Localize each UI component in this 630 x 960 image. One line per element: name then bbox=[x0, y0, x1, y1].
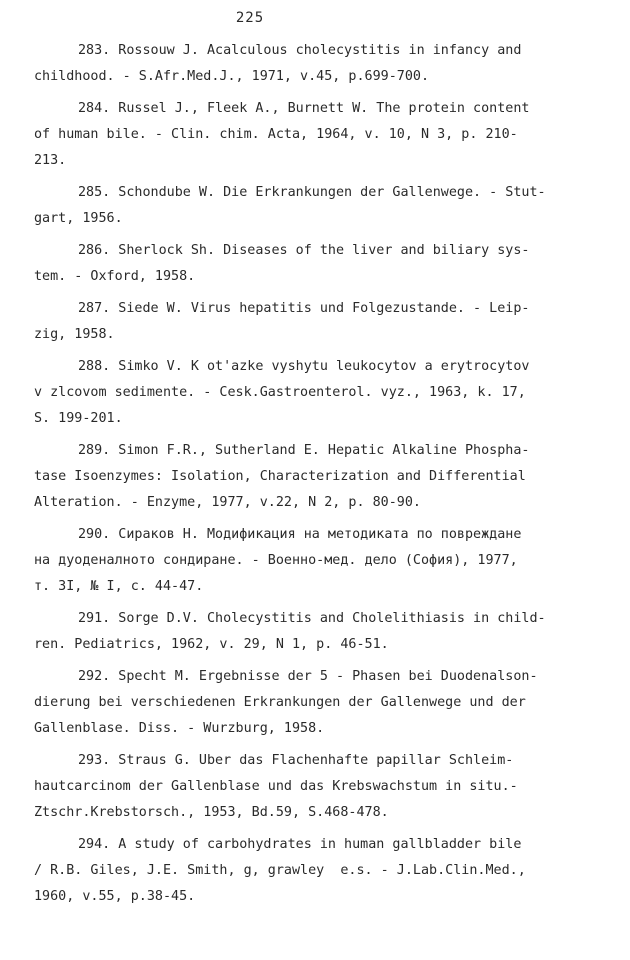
reference-first-line: 291. Sorge D.V. Cholecystitis and Cholelithiasis in child- bbox=[78, 611, 546, 626]
reference-continuation-line: of human bile. - Clin. chim. Acta, 1964, v. 10, N 3, p. 210- bbox=[34, 127, 518, 142]
reference-first-line: 288. Simko V. K ot'azke vyshytu leukocytov a erytrocytov bbox=[78, 359, 530, 374]
reference-first-line: 289. Simon F.R., Sutherland E. Hepatic Alkaline Phospha- bbox=[78, 443, 530, 458]
reference-entry bbox=[34, 238, 600, 290]
reference-first-line: 284. Russel J., Fleek A., Burnett W. The protein content bbox=[78, 101, 530, 116]
reference-first-line: 286. Sherlock Sh. Diseases of the liver and biliary sys- bbox=[78, 243, 530, 258]
reference-continuation-line: S. 199-201. bbox=[34, 411, 123, 426]
reference-continuation-line: Alteration. - Enzyme, 1977, v.22, N 2, p. 80-90. bbox=[34, 495, 421, 510]
reference-continuation-line: dierung bei verschiedenen Erkrankungen der Gallenwege und der bbox=[34, 695, 526, 710]
reference-first-line: 287. Siede W. Virus hepatitis und Folgezustande. - Leip- bbox=[78, 301, 530, 316]
reference-continuation-line: childhood. - S.Afr.Med.J., 1971, v.45, p.699-700. bbox=[34, 69, 430, 84]
reference-continuation-line: hautcarcinom der Gallenblase und das Krebswachstum in situ.- bbox=[34, 779, 518, 794]
reference-continuation-line: tem. - Oxford, 1958. bbox=[34, 269, 196, 284]
reference-list bbox=[34, 38, 600, 916]
reference-first-line: 293. Straus G. Uber das Flachenhafte papillar Schleim- bbox=[78, 753, 514, 768]
reference-continuation-line: ren. Pediatrics, 1962, v. 29, N 1, p. 46-51. bbox=[34, 637, 389, 652]
reference-entry bbox=[34, 522, 600, 600]
reference-continuation-line: Ztschr.Krebstorsch., 1953, Bd.59, S.468-478. bbox=[34, 805, 389, 820]
reference-continuation-line: 1960, v.55, p.38-45. bbox=[34, 889, 196, 904]
reference-entry bbox=[34, 354, 600, 432]
reference-continuation-line: / R.B. Giles, J.E. Smith, g, grawley e.s. - J.Lab.Clin.Med., bbox=[34, 863, 526, 878]
reference-continuation-line: т. 3I, № I, с. 44-47. bbox=[34, 579, 204, 594]
reference-continuation-line: 213. bbox=[34, 153, 67, 168]
reference-first-line: 283. Rossouw J. Acalculous cholecystitis in infancy and bbox=[78, 43, 522, 58]
reference-entry bbox=[34, 438, 600, 516]
reference-first-line: 292. Specht M. Ergebnisse der 5 - Phasen bei Duodenalson- bbox=[78, 669, 538, 684]
reference-entry bbox=[34, 748, 600, 826]
reference-continuation-line: v zlcovom sedimente. - Cesk.Gastroenterol. vyz., 1963, k. 17, bbox=[34, 385, 526, 400]
reference-entry bbox=[34, 296, 600, 348]
reference-continuation-line: на дуоденалното сондиране. - Военно-мед. дело (София), 1977, bbox=[34, 553, 518, 568]
reference-entry bbox=[34, 38, 600, 90]
reference-entry bbox=[34, 96, 600, 174]
reference-first-line: 290. Сираков Н. Модификация на методиката по повреждане bbox=[78, 527, 522, 542]
reference-entry bbox=[34, 664, 600, 742]
reference-continuation-line: tase Isoenzymes: Isolation, Characterization and Differential bbox=[34, 469, 526, 484]
page-number: 225 bbox=[235, 10, 265, 26]
reference-entry bbox=[34, 832, 600, 910]
reference-first-line: 285. Schondube W. Die Erkrankungen der Gallenwege. - Stut- bbox=[78, 185, 546, 200]
reference-entry bbox=[34, 180, 600, 232]
reference-first-line: 294. A study of carbohydrates in human gallbladder bile bbox=[78, 837, 522, 852]
reference-continuation-line: Gallenblase. Diss. - Wurzburg, 1958. bbox=[34, 721, 325, 736]
reference-entry bbox=[34, 606, 600, 658]
reference-continuation-line: gart, 1956. bbox=[34, 211, 123, 226]
reference-continuation-line: zig, 1958. bbox=[34, 327, 115, 342]
